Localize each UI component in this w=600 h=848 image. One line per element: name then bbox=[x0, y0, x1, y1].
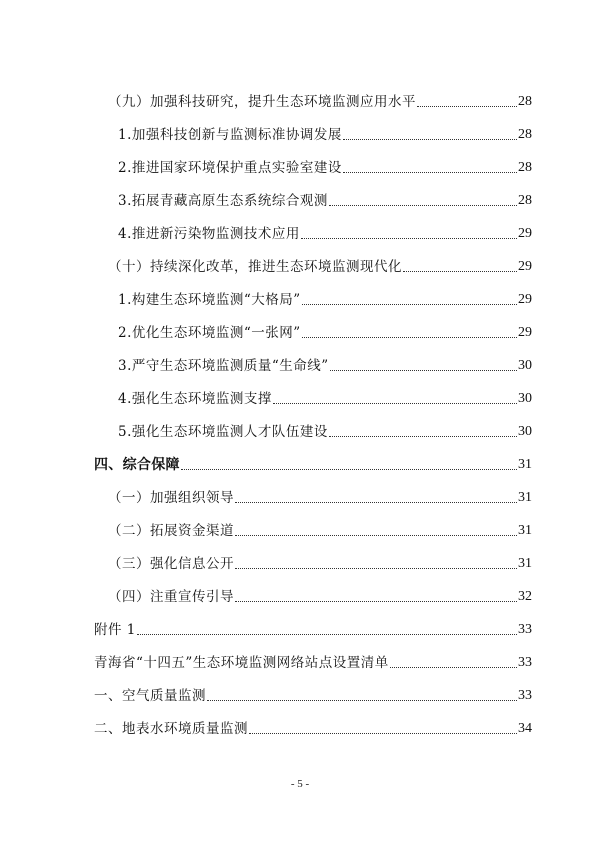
toc-entry-page: 29 bbox=[518, 259, 532, 274]
toc-entry-label: （三）强化信息公开 bbox=[108, 556, 234, 572]
toc-entry bbox=[108, 257, 532, 277]
toc-entry-label: 4.强化生态环境监测支撑 bbox=[118, 391, 272, 407]
toc-entry-page: 31 bbox=[518, 523, 532, 538]
toc-entry bbox=[94, 653, 532, 673]
toc-entry-page: 31 bbox=[518, 490, 532, 505]
dot-leader bbox=[273, 402, 517, 404]
toc-entry-page: 29 bbox=[518, 226, 532, 241]
toc-entry-page: 33 bbox=[518, 622, 532, 637]
toc-entry bbox=[118, 191, 532, 211]
dot-leader bbox=[330, 369, 517, 371]
toc-entry-label: 3.拓展青藏高原生态系统综合观测 bbox=[118, 193, 328, 209]
toc-entry-label: （四）注重宣传引导 bbox=[108, 589, 234, 605]
toc-entry bbox=[94, 686, 532, 706]
toc-entry bbox=[108, 92, 532, 112]
toc-entry-page: 28 bbox=[518, 160, 532, 175]
toc-entry-label: 附件 1 bbox=[94, 622, 136, 638]
toc-entry-label: 1.加强科技创新与监测标准协调发展 bbox=[118, 127, 342, 143]
toc-entry-page: 30 bbox=[518, 358, 532, 373]
toc-entry bbox=[94, 455, 532, 475]
dot-leader bbox=[329, 435, 517, 437]
dot-leader bbox=[302, 303, 517, 305]
toc-entry-label: 5.强化生态环境监测人才队伍建设 bbox=[118, 424, 328, 440]
toc-entry-label: 2.优化生态环境监测“一张网” bbox=[118, 325, 301, 341]
toc-entry-page: 30 bbox=[518, 424, 532, 439]
toc-entry-label: 四、综合保障 bbox=[94, 457, 180, 473]
toc-entry bbox=[118, 323, 532, 343]
toc-entry-label: （九）加强科技研究，提升生态环境监测应用水平 bbox=[108, 94, 416, 110]
toc-entry bbox=[118, 356, 532, 376]
toc-entry-label: 二、地表水环境质量监测 bbox=[94, 721, 248, 737]
toc-entry-label: 4.推进新污染物监测技术应用 bbox=[118, 226, 300, 242]
dot-leader bbox=[137, 633, 517, 635]
toc-entry-label: 青海省“十四五”生态环境监测网络站点设置清单 bbox=[94, 655, 389, 671]
toc-entry-page: 34 bbox=[518, 721, 532, 736]
toc-entry bbox=[118, 224, 532, 244]
toc-entry-label: 3.严守生态环境监测质量“生命线” bbox=[118, 358, 329, 374]
toc-entry bbox=[118, 158, 532, 178]
toc-entry bbox=[108, 587, 532, 607]
dot-leader bbox=[235, 600, 517, 602]
dot-leader bbox=[417, 105, 517, 107]
dot-leader bbox=[207, 699, 517, 701]
toc-entry-page: 29 bbox=[518, 325, 532, 340]
toc-entry-label: 一、空气质量监测 bbox=[94, 688, 206, 704]
dot-leader bbox=[302, 336, 517, 338]
dot-leader bbox=[249, 732, 517, 734]
toc-entry-label: （二）拓展资金渠道 bbox=[108, 523, 234, 539]
toc-entry-label: 1.构建生态环境监测“大格局” bbox=[118, 292, 301, 308]
toc-entry-label: 2.推进国家环境保护重点实验室建设 bbox=[118, 160, 342, 176]
toc-entry-label: （一）加强组织领导 bbox=[108, 490, 234, 506]
toc-entry-page: 33 bbox=[518, 655, 532, 670]
dot-leader bbox=[235, 501, 517, 503]
toc-entry bbox=[94, 719, 532, 739]
toc-entry bbox=[118, 389, 532, 409]
toc-entry bbox=[118, 290, 532, 310]
toc-entry-label: （十）持续深化改革，推进生态环境监测现代化 bbox=[108, 259, 402, 275]
toc-entry-page: 33 bbox=[518, 688, 532, 703]
toc-entry bbox=[108, 554, 532, 574]
dot-leader bbox=[181, 468, 517, 470]
toc-entry-page: 30 bbox=[518, 391, 532, 406]
toc-entry-page: 31 bbox=[518, 457, 532, 472]
toc-entry bbox=[108, 521, 532, 541]
page-number: - 5 - bbox=[290, 778, 310, 790]
toc-entry-page: 28 bbox=[518, 193, 532, 208]
toc-entry-page: 28 bbox=[518, 127, 532, 142]
toc-entry-page: 29 bbox=[518, 292, 532, 307]
toc-entry-page: 32 bbox=[518, 589, 532, 604]
dot-leader bbox=[235, 567, 517, 569]
dot-leader bbox=[403, 270, 517, 272]
dot-leader bbox=[329, 204, 517, 206]
toc-entry bbox=[108, 488, 532, 508]
dot-leader bbox=[343, 171, 517, 173]
dot-leader bbox=[301, 237, 517, 239]
toc-entry bbox=[118, 422, 532, 442]
toc-entry-page: 31 bbox=[518, 556, 532, 571]
dot-leader bbox=[343, 138, 517, 140]
toc-entry-page: 28 bbox=[518, 94, 532, 109]
dot-leader bbox=[235, 534, 517, 536]
dot-leader bbox=[390, 666, 517, 668]
toc-entry bbox=[94, 620, 532, 640]
toc-entry bbox=[118, 125, 532, 145]
